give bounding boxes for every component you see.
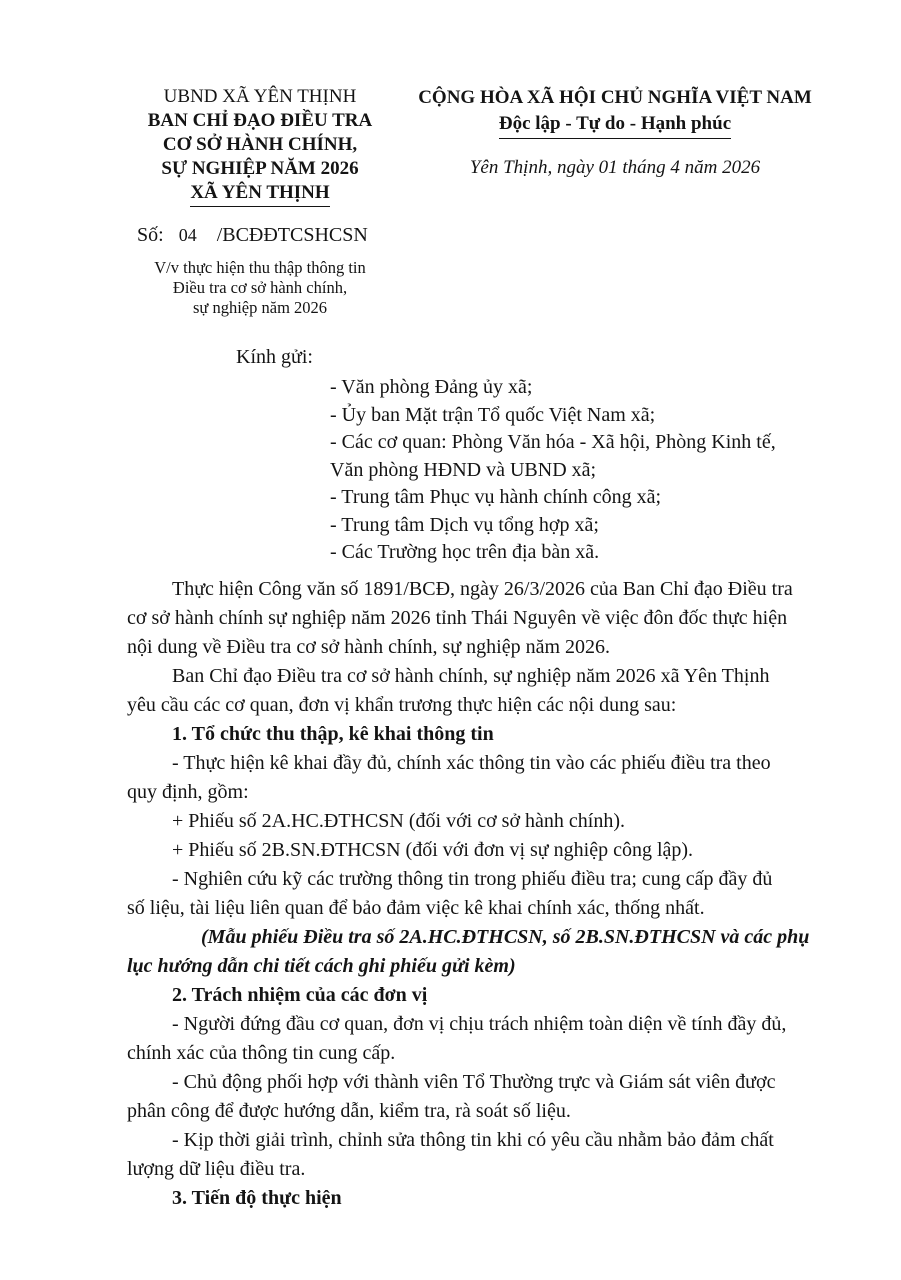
doc-number-suffix: /BCĐĐTCSHCSN <box>216 224 368 246</box>
section-heading-3: 3. Tiến độ thực hiện <box>172 1187 342 1209</box>
issuer-line-5: XÃ YÊN THỊNH <box>190 181 329 207</box>
paragraph-line: chính xác của thông tin cung cấp. <box>127 1042 396 1064</box>
paragraph-line: + Phiếu số 2B.SN.ĐTHCSN (đối với đơn vị sự nghiệp công lập). <box>172 839 694 861</box>
recipient-list <box>330 374 776 567</box>
issue-date: Yên Thịnh, ngày 01 tháng 4 năm 2026 <box>469 157 761 178</box>
section-heading-1: 1. Tổ chức thu thập, kê khai thông tin <box>172 723 494 745</box>
recipient-item: - Ủy ban Mặt trận Tổ quốc Việt Nam xã; <box>330 403 656 426</box>
paragraph-line: phân công để được hướng dẫn, kiểm tra, rà soát số liệu. <box>127 1100 571 1122</box>
attachment-note: lục hướng dẫn chi tiết cách ghi phiếu gửi kèm) <box>127 955 516 977</box>
national-motto: Độc lập - Tự do - Hạnh phúc <box>499 111 731 139</box>
paragraph-line: - Chủ động phối hợp với thành viên Tổ Thường trực và Giám sát viên được <box>172 1071 776 1093</box>
national-header <box>395 85 835 139</box>
recipient-item: Văn phòng HĐND và UBND xã; <box>330 458 597 481</box>
paragraph-line: quy định, gồm: <box>127 781 249 803</box>
paragraph-line: nội dung về Điều tra cơ sở hành chính, sự nghiệp năm 2026. <box>127 636 611 658</box>
recipient-item: - Văn phòng Đảng ủy xã; <box>330 376 533 398</box>
paragraph-line: - Thực hiện kê khai đầy đủ, chính xác thông tin vào các phiếu điều tra theo <box>172 752 771 774</box>
paragraph-line: + Phiếu số 2A.HC.ĐTHCSN (đối với cơ sở hành chính). <box>172 810 625 832</box>
issuer-line-4: SỰ NGHIỆP NĂM 2026 <box>161 158 359 179</box>
document-number <box>137 224 368 247</box>
paragraph-line: yêu cầu các cơ quan, đơn vị khẩn trương thực hiện các nội dung sau: <box>127 694 677 716</box>
recipient-item: - Trung tâm Dịch vụ tổng hợp xã; <box>330 513 599 536</box>
paragraph-line: - Kịp thời giải trình, chỉnh sửa thông tin khi có yêu cầu nhằm bảo đảm chất <box>172 1129 774 1151</box>
addressee-label: Kính gửi: <box>236 346 313 368</box>
paragraph-line: lượng dữ liệu điều tra. <box>127 1158 306 1180</box>
doc-number-label: Số: <box>137 224 164 246</box>
paragraph-line: cơ sở hành chính sự nghiệp năm 2026 tỉnh Thái Nguyên về việc đôn đốc thực hiện <box>127 607 788 629</box>
paragraph-line: - Người đứng đầu cơ quan, đơn vị chịu trách nhiệm toàn diện về tính đầy đủ, <box>172 1013 787 1035</box>
recipient-item: - Trung tâm Phục vụ hành chính công xã; <box>330 486 662 508</box>
issuer-line-1: UBND XÃ YÊN THỊNH <box>163 86 357 107</box>
section-heading-2: 2. Trách nhiệm của các đơn vị <box>172 984 428 1006</box>
paragraph-line: số liệu, tài liệu liên quan để bảo đảm việc kê khai chính xác, thống nhất. <box>127 897 705 919</box>
paragraph-line: - Nghiên cứu kỹ các trường thông tin trong phiếu điều tra; cung cấp đầy đủ <box>172 868 773 890</box>
subject-line-2: Điều tra cơ sở hành chính, <box>172 278 348 297</box>
country-name: CỘNG HÒA XÃ HỘI CHỦ NGHĨA VIỆT NAM <box>418 87 812 108</box>
doc-number-value: 04 <box>178 225 197 245</box>
issuer-line-3: CƠ SỞ HÀNH CHÍNH, <box>162 134 358 155</box>
paragraph-line: Ban Chỉ đạo Điều tra cơ sở hành chính, sự nghiệp năm 2026 xã Yên Thịnh <box>172 665 770 687</box>
paragraph-line: Thực hiện Công văn số 1891/BCĐ, ngày 26/3/2026 của Ban Chỉ đạo Điều tra <box>172 578 793 600</box>
attachment-note: (Mẫu phiếu Điều tra số 2A.HC.ĐTHCSN, số 2B.SN.ĐTHCSN và các phụ <box>201 926 810 948</box>
issuer-line-2: BAN CHỈ ĐẠO ĐIỀU TRA <box>147 110 373 131</box>
subject-line-1: V/v thực hiện thu thập thông tin <box>154 258 366 277</box>
recipient-item: - Các Trường học trên địa bàn xã. <box>330 541 600 563</box>
document-subject <box>130 258 390 318</box>
recipient-item: - Các cơ quan: Phòng Văn hóa - Xã hội, Phòng Kinh tế, <box>330 431 776 453</box>
document-body <box>127 575 839 1213</box>
issuer-header <box>130 85 390 207</box>
subject-line-3: sự nghiệp năm 2026 <box>192 298 328 317</box>
